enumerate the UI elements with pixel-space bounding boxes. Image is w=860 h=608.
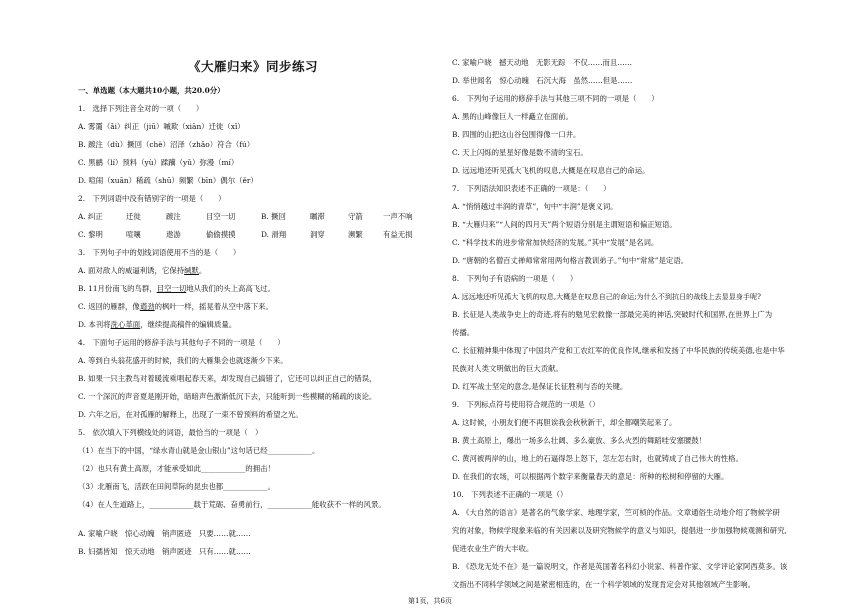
q3-option-c (78, 302, 273, 312)
q2-c-3: 遨游 (166, 230, 181, 239)
q3-stem: 3. 下列句子中的划线词语使用不当的是（ ） (78, 248, 241, 257)
q2-b-3: 守箭 (348, 212, 363, 221)
q1-option-c: C. 黑鹂（lí）预料（yù）蹂躏（yǔ）弥漫（mí） (78, 158, 239, 167)
q3-b-post: 地从我们的头上高高飞过。 (186, 284, 275, 293)
q9-option-c: C. 黄河被两岸的山，地上的石逼得怨上怒下，怎左怎右时，也就铸成了自己伟大的性格。 (452, 454, 743, 463)
section-header: 一、单选题（本大题共10小题，共20.0分） (78, 86, 225, 95)
q3-b-pre: B. 11月份南飞的鸟群， (78, 284, 157, 293)
q2-c-2: 喧嚷 (126, 230, 141, 239)
q1-option-a: A. 雾霭（ǎi）纠正（jiū）嘁欺（xiān）迁徙（xǐ） (78, 122, 245, 131)
q3-c-pre: C. 返回的雁群，像 (78, 302, 140, 311)
q3-a-post: 。 (198, 266, 207, 275)
q3-c-post: 的枫叶一样，摇晃着从空中落下来。 (154, 302, 273, 311)
q3-d-underlined: 洗心革面 (110, 320, 141, 329)
q6-option-a: A. 黑的山峰像巨人一样矗立在面前。 (452, 112, 573, 121)
q5-sentence-3: （3）北雁南飞，活跃在田间草际的昆虫也都____________。 (78, 482, 275, 491)
q1-option-b: B. 踱注（dù）撅回（chè）沼泽（zhǎo）符合（fú） (78, 140, 255, 149)
q2-c-4: 偷偷摸摸 (206, 230, 236, 239)
q3-option-a (78, 266, 206, 276)
q8-option-c-line2: 民族对人类文明做出的巨大贡献。 (452, 364, 563, 373)
q2-a-1: A. 纠正 (78, 212, 103, 221)
q7-option-c: C. “科学技术的进步常常加快经济的发展。”其中“发展”是名词。 (452, 238, 659, 247)
q9-option-b: B. 黄土高原上，爆出一场多么壮阔、多么豪放、多么火烈的舞蹈哇安塞腰鼓！ (452, 436, 707, 445)
q3-d-post: ，继续提高稿件的编辑质量。 (140, 320, 237, 329)
q8-option-a: A. 远远地还听见孤大飞机的叹息,大概是在叹息自己的命运;为什么不到抗日的战线上去显显身手呢? (452, 292, 761, 301)
q8-option-b-line1: B. 长征是人类战争史上的奇迹,将有的勉见宏救像一部最完美的神话,突破时代和国界,在世界上广为 (452, 310, 773, 319)
q7-option-b: B. “大雁归来”“人间的四月天”两个短语分别是主谓短语和偏正短语。 (452, 220, 677, 229)
q8-stem: 8. 下列句子有语病的一项是（ ） (452, 274, 578, 283)
q2-c-1: C. 黎明 (78, 230, 103, 239)
q5-stem: 5. 依次填入下列横线处的词语，最恰当的一项是（ ） (78, 428, 263, 437)
q2-a-3: 踱注 (166, 212, 181, 221)
q4-option-b: B. 如果一只主教鸟对着暖流乘唱起春天来，却发现自己搞错了，它还可以纠正自己的错误， (78, 374, 377, 383)
q6-option-d: D. 远远地还听见孤大飞机的叹息,大概是在叹息自己的命运。 (452, 166, 650, 175)
q8-option-d: D. 红军战士坚定的意念,是保证长征胜利与否的关键。 (452, 382, 628, 391)
q2-b-1: B. 撅回 (261, 212, 286, 221)
q10-option-b-line2: 文指出不同科学领域之间是紧密相连的，在一个科学领域的发现肯定会对其他领域产生影响。 (452, 580, 756, 589)
q2-b-4: 一声不响 (383, 212, 413, 221)
q2-d-3: 濒繁 (348, 230, 363, 239)
q4-stem: 4. 下面句子运用的修辞手法与其他句子不同的一项是（ ） (78, 338, 285, 347)
q3-option-d (78, 320, 236, 330)
q8-option-c-line1: C. 长征精神集中体现了中国共产党和工农红军的优良作风,继承和发扬了中华民族的传统美德,也是中华 (452, 346, 785, 355)
q9-stem: 9. 下列标点符号使用符合规范的一项是（） (452, 400, 600, 409)
q6-stem: 6. 下列句子运用的修辞手法与其他三项不同的一项是（ ） (452, 94, 659, 103)
q5-option-b: B. 妇孺皆知 惊天动地 销声匿迹 只有……就…… (78, 547, 251, 556)
q6-option-c: C. 天上闪烁的星星好像是数不清的宝石。 (452, 148, 588, 157)
q3-option-b (78, 284, 275, 294)
q7-option-d: D. “唐朝的名僧百丈禅师常常用两句格言教训弟子。”句中“常常”是定语。 (452, 256, 689, 265)
q10-option-b-line1: B. 《恐龙无处不在》是一篇说明文，作者是英国著名科幻小说家、科普作家、文学评论家阿西莫多。该 (452, 562, 788, 571)
q2-d-1: D. 滑翔 (261, 230, 287, 239)
q7-option-a: A. “悄悄越过丰润的青草”，句中“丰润”是褒义词。 (452, 202, 618, 211)
q3-b-underlined: 目空一切 (156, 284, 187, 293)
q2-d-2: 洞穿 (310, 230, 325, 239)
q4-option-c: C. 一个深沉的声音夏是刚开始，暗暗声色激渐低沉下去，只能听到一些模糊的稀疏的谈论。 (78, 392, 377, 401)
q4-option-a: A. 等到白头翁花盛开的时候，我们的大雁集会也就逐渐少下来。 (78, 356, 288, 365)
q9-option-a: A. 这时候，小朋友们便不再胆诶我会秋秋新干，却全都嘲笑起来了。 (452, 418, 677, 427)
q5-sentence-2: （2）也只有黄土高原，才能承受如此____________的拥击！ (78, 464, 275, 473)
q7-stem: 7. 下列语法知识表述不正确的一项是：（ ） (452, 184, 611, 193)
q2-d-4: 有益无损 (383, 230, 413, 239)
q2-stem: 2. 下列词语中没有错别字的一项是（ ） (78, 194, 226, 203)
q5-option-d: D. 举世闻名 惊心动魄 石沉大海 虽然……但是…… (452, 76, 633, 85)
q3-a-pre: A. 面对敌人的威逼利诱，它保持 (78, 266, 185, 275)
q5-option-c: C. 家喻户晓 撼天动地 无影无踪 不仅……而且…… (452, 58, 633, 67)
q10-option-a-line1: A. 《大自然的语言》是著名的气象学家、地理学家，竺可桢的作品。文章通俗生动地介绍了物候学研 (452, 508, 780, 517)
q3-c-underlined: 遒劲 (139, 302, 155, 311)
q9-option-d: D. 在我们的农场，可以根据两个数字来衡量春天的意足：所种的松树和停留的大雁。 (452, 472, 729, 481)
q10-option-a-line2: 究的对象，物候学现象来临的有关因素以及研究物候学的意义与知识，提倡进一步加强物候观测和研究, (452, 526, 787, 535)
q8-option-b-line2: 传播。 (452, 328, 475, 337)
q4-option-d: D. 六年之后，在对孤雁的解释上，出现了一束不曾预料的希望之光。 (78, 410, 303, 419)
q6-option-b: B. 四围的山把这山谷包围得像一口井。 (452, 130, 581, 139)
q5-sentence-4: （4）在人生道路上，____________载于荒砺、奋勇前行，____________能收获不一样的风景。 (78, 500, 386, 509)
q2-a-2: 迁徙 (126, 212, 141, 221)
q10-stem: 10. 下列表述不正确的一项是（） (452, 490, 568, 499)
q1-stem: 1. 选择下列注音全对的一项（ ） (78, 104, 204, 113)
q2-a-4: 目空一切 (206, 212, 236, 221)
q5-sentence-1: （1）在当下的中国，“绿水青山就是金山银山”这句话已经____________。 (78, 446, 320, 455)
q5-option-a: A. 家喻户晓 惊心动魄 销声匿迹 只要……就…… (78, 529, 251, 538)
q2-b-2: 瞩滞 (310, 212, 325, 221)
page-number: 第1页，共6页 (408, 597, 452, 605)
document-title: 《大雁归来》同步练习 (187, 59, 318, 74)
q10-option-a-line3: 促进农业生产的大丰收。 (452, 544, 534, 553)
q1-option-d: D. 喧闹（xuān）稀疏（shū）频繁（bīn）偶尔（ěr） (78, 176, 258, 185)
q3-d-pre: D. 本刊将 (78, 320, 111, 329)
q3-a-underlined: 缄默 (184, 266, 199, 275)
